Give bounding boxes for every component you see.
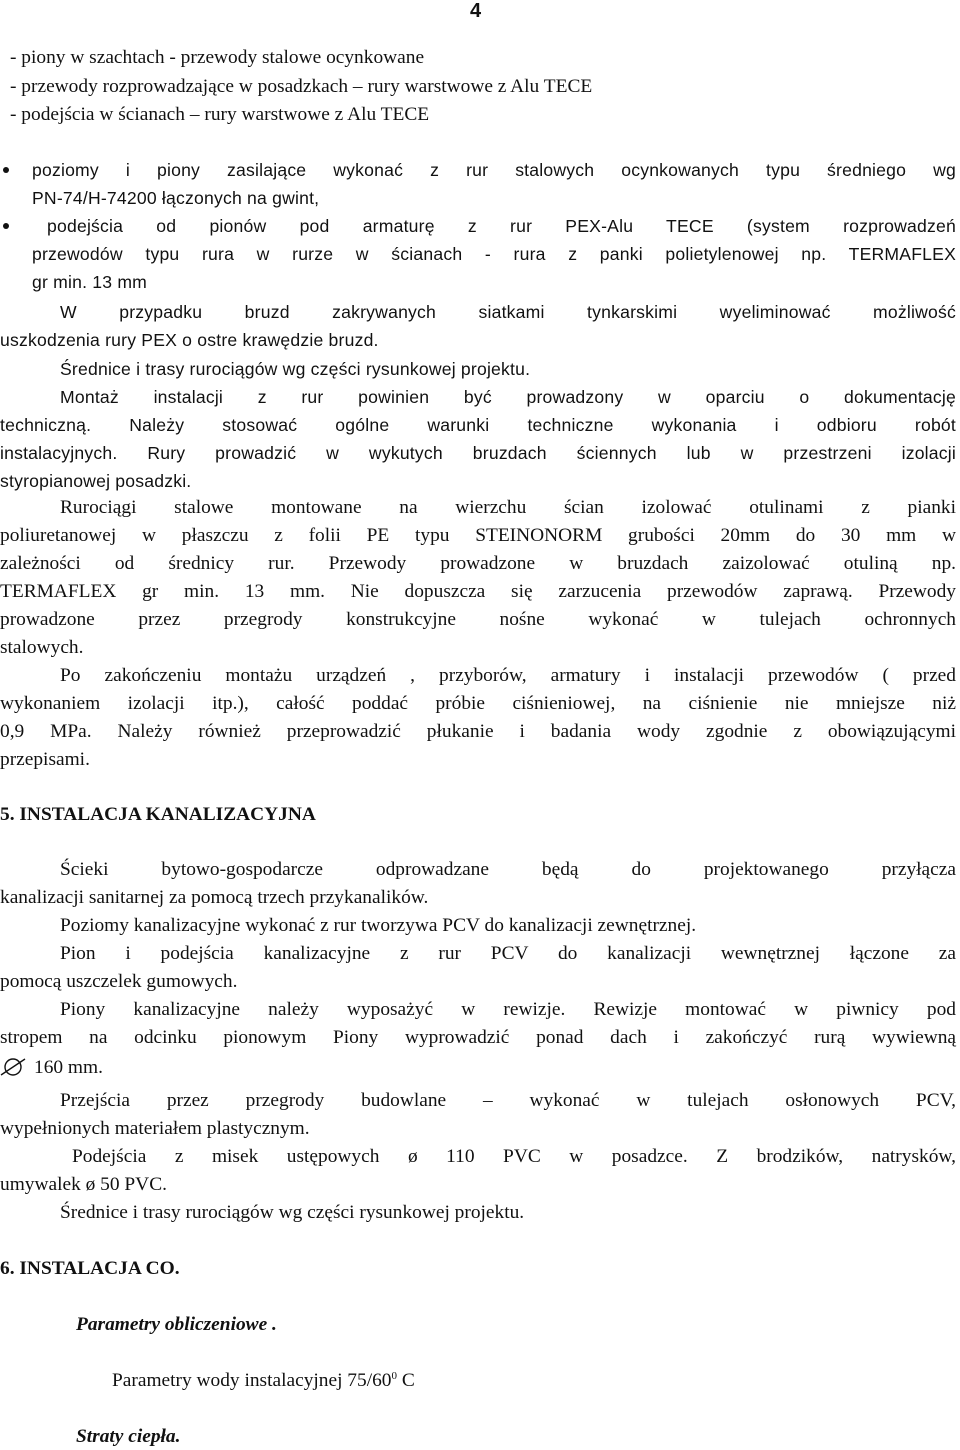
bullet-line: poziomy i piony zasilające wykonać z rur stalowych ocynkowanych typu średniego wg [32, 160, 956, 180]
pipe-list-item: - piony w szachtach - przewody stalowe ocynkowane [10, 47, 425, 68]
paragraph-line: stalowych. [0, 637, 84, 658]
paragraph-line: poliuretanowej w płaszczu z folii PE typu STEINONORM grubości 20mm do 30 mm w [0, 525, 956, 546]
water-params-text: Parametry wody instalacyjnej 75/60 [112, 1370, 392, 1391]
section-5-heading: 5. INSTALACJA KANALIZACYJNA [0, 804, 316, 825]
diameter-symbol-icon [0, 1058, 26, 1076]
section-6-heading: 6. INSTALACJA CO. [0, 1258, 180, 1279]
section-5-line: Pion i podejścia kanalizacyjne z rur PCV do kanalizacji wewnętrznej łączone za [60, 943, 956, 964]
paragraph-line: Średnice i trasy rurociągów wg części rysunkowej projektu. [60, 359, 531, 379]
water-params [112, 1369, 960, 1393]
paragraph-line: TERMAFLEX gr min. 13 mm. Nie dopuszcza się zarzucenia przewodów zaprawą. Przewody [0, 581, 956, 602]
section-5-line: umywalek ø 50 PVC. [0, 1174, 167, 1195]
section-5-line: Piony kanalizacyjne należy wyposażyć w rewizje. Rewizje montować w piwnicy pod [60, 999, 956, 1020]
page-number: 4 [470, 0, 482, 22]
bullet-line: PN-74/H-74200 łączonych na gwint, [32, 188, 320, 208]
section-5-line: stropem na odcinku pionowym Piony wyprowadzić ponad dach i zakończyć rurą wywiewną [0, 1027, 956, 1048]
section-5-line: Średnice i trasy rurociągów wg części rysunkowej projektu. [60, 1202, 525, 1223]
paragraph-line: uszkodzenia rury PEX o ostre krawędzie bruzd. [0, 330, 379, 350]
paragraph-line: Montaż instalacji z rur powinien być prowadzony w oparciu o dokumentację [60, 387, 956, 407]
water-params-sup: 0 [391, 1370, 397, 1382]
paragraph-line: wykonaniem izolacji itp.), całość poddać próbie ciśnieniowej, na ciśnienie nie mniejsze niż [0, 693, 956, 714]
paragraph-line: styropianowej posadzki. [0, 471, 192, 491]
section-5-line: Podejścia z misek ustępowych ø 110 PVC w posadzce. Z brodzików, natrysków, [72, 1146, 956, 1167]
bullet-dot [3, 223, 9, 229]
paragraph-line: Rurociągi stalowe montowane na wierzchu ścian izolować otulinami z pianki [60, 497, 956, 518]
section-5-line: wypełnionych materiałem plastycznym. [0, 1118, 310, 1139]
section-5-line-diameter [0, 1056, 956, 1080]
section-5-line: pomocą uszczelek gumowych. [0, 971, 238, 992]
paragraph-line: Po zakończeniu montażu urządzeń , przyborów, armatury i instalacji przewodów ( przed [60, 665, 956, 686]
paragraph-line: instalacyjnych. Rury prowadzić w wykutych bruzdach ściennych lub w przestrzeni izolacji [0, 443, 956, 463]
paragraph-line: zależności od średnicy rur. Przewody prowadzone w bruzdach zaizolować otuliną np. [0, 553, 956, 574]
bullet-dot [3, 167, 9, 173]
params-heading: Parametry obliczeniowe . [76, 1314, 277, 1335]
diameter-value: 160 mm. [34, 1057, 103, 1078]
water-params-unit: C [396, 1370, 415, 1391]
paragraph-line: W przypadku bruzd zakrywanych siatkami tynkarskimi wyeliminować możliwość [60, 302, 956, 322]
paragraph-line: przepisami. [0, 749, 90, 770]
section-5-line: Ścieki bytowo-gospodarcze odprowadzane będą do projektowanego przyłącza [60, 859, 956, 880]
paragraph-line: techniczną. Należy stosować ogólne warunki techniczne wykonania i odbioru robót [0, 415, 956, 435]
section-5-line: Poziomy kanalizacyjne wykonać z rur tworzywa PCV do kanalizacji zewnętrznej. [60, 915, 697, 936]
bullet-line: podejścia od pionów pod armaturę z rur PEX-Alu TECE (system rozprowadzeń [47, 216, 956, 236]
paragraph-line: prowadzone przez przegrody konstrukcyjne nośne wykonać w tulejach ochronnych [0, 609, 956, 630]
pipe-list-item: - przewody rozprowadzające w posadzkach – rury warstwowe z Alu TECE [10, 76, 593, 97]
paragraph-line: 0,9 MPa. Należy również przeprowadzić płukanie i badania wody zgodnie z obowiązującymi [0, 721, 956, 742]
pipe-list-item: - podejścia w ścianach – rury warstwowe z Alu TECE [10, 104, 430, 125]
losses-heading: Straty ciepła. [76, 1426, 181, 1447]
section-5-line: Przejścia przez przegrody budowlane – wykonać w tulejach osłonowych PCV, [60, 1090, 956, 1111]
bullet-line: przewodów typu rura w rurze w ścianach - rura z panki polietylenowej np. TERMAFLEX [32, 244, 956, 264]
bullet-line: gr min. 13 mm [32, 272, 148, 292]
section-5-line: kanalizacji sanitarnej za pomocą trzech przykanalików. [0, 887, 429, 908]
